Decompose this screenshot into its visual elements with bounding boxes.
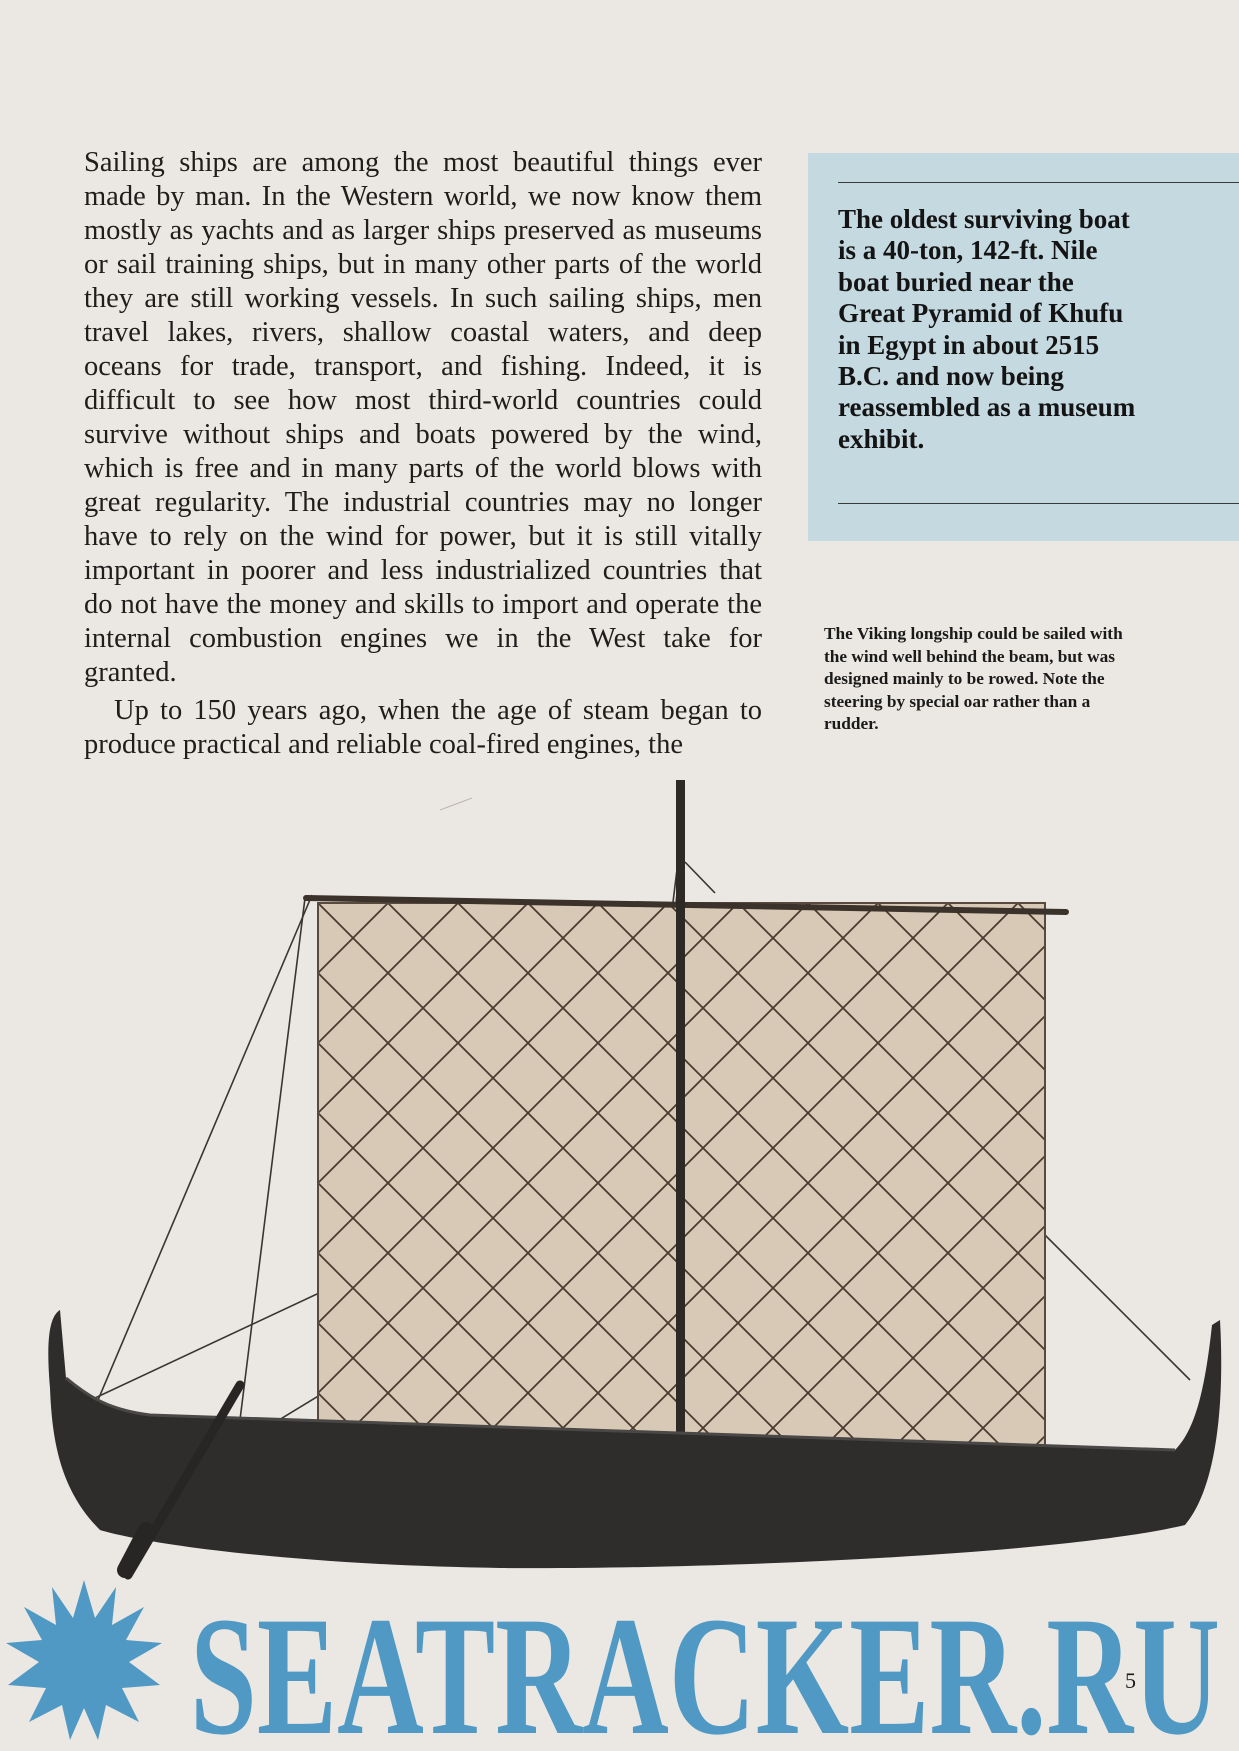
sun-logo-icon <box>6 1580 162 1740</box>
fact-sidebar <box>808 153 1239 541</box>
body-paragraph-2: Up to 150 years ago, when the age of steam began to produce practical and reliable coal-fired engines, the <box>84 695 762 760</box>
sidebar-top-rule <box>838 182 1239 183</box>
seatracker-watermark <box>0 1565 1239 1751</box>
illustration-caption: The Viking longship could be sailed with the wind well behind the beam, but was designed mainly to be rowed. Note the steering by special oar rather than a rudder. <box>824 624 1123 733</box>
mast <box>676 780 685 1500</box>
sidebar-fact: The oldest surviving boat is a 40-ton, 142-ft. Nile boat buried near the Great Pyramid of Khufu in Egypt in about 2515 B.C. and now being reassembled as a museum exhibit. <box>838 204 1136 454</box>
watermark-text: SEATRACKER.RU <box>190 1582 1220 1751</box>
viking-longship-illustration <box>0 770 1239 1630</box>
body-text <box>84 146 762 762</box>
page-number: 5 <box>1125 1668 1136 1693</box>
body-paragraph-1: Sailing ships are among the most beautiful things ever made by man. In the Western world, we now know them mostly as yachts and as larger ships preserved as museums or sail training ships, but in many other parts of the world they are still working vessels. In such sailing ships, men travel lakes, rivers, shallow coastal waters, and deep oceans for trade, transport, and fishing. Indeed, it is difficult to see how most third-world countries could survive without ships and boats powered by the wind, which is free and in many parts of the world blows with great regularity. The industrial countries may no longer have to rely on the wind for power, but it is still vitally important in poorer and less industrialized countries that do not have the money and skills to import and operate the internal combustion engines we in the West take for granted. <box>84 147 762 688</box>
sidebar-bottom-rule <box>838 503 1239 504</box>
